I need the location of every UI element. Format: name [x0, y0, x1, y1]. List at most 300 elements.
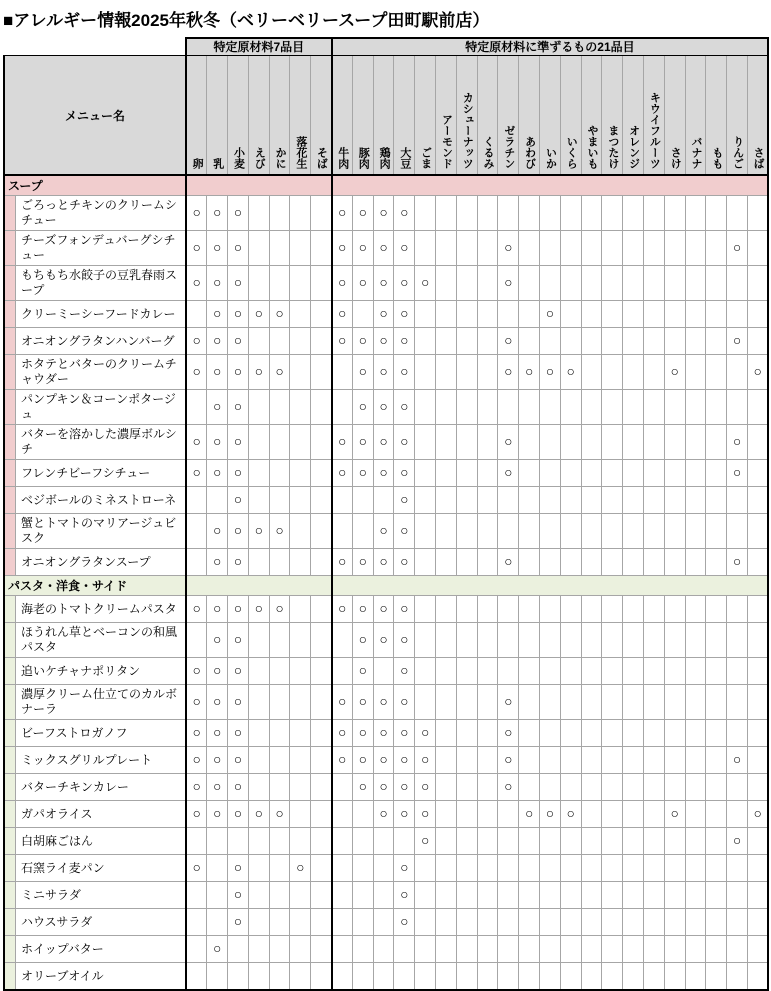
menu-name-cell [4, 231, 186, 266]
mark-cell [436, 936, 457, 963]
mark-cell [560, 549, 581, 576]
mark-cell [248, 828, 269, 855]
section-color-strip [5, 828, 16, 854]
mark-cell [290, 720, 311, 747]
mark-cell: ○ [394, 301, 415, 328]
table-row [4, 685, 768, 720]
mark-cell [352, 487, 373, 514]
mark-cell [623, 301, 644, 328]
menu-name-wrap [5, 936, 185, 962]
mark-cell [456, 855, 477, 882]
mark-cell [727, 266, 748, 301]
column-header-label: さけ [669, 147, 682, 169]
mark-cell [644, 355, 665, 390]
mark-cell [623, 658, 644, 685]
mark-cell [415, 487, 436, 514]
mark-cell: ○ [207, 936, 228, 963]
section-color-strip [5, 774, 16, 800]
mark-cell [415, 355, 436, 390]
mark-cell [498, 196, 519, 231]
mark-cell [748, 266, 769, 301]
mark-cell [581, 685, 602, 720]
menu-name-wrap [5, 231, 185, 265]
mark-cell [456, 425, 477, 460]
menu-name-wrap [5, 774, 185, 800]
mark-cell [685, 514, 706, 549]
column-header-label: 鶏肉 [378, 147, 391, 169]
mark-cell: ○ [394, 720, 415, 747]
mark-cell: ○ [394, 196, 415, 231]
mark-cell [332, 855, 353, 882]
mark-cell [540, 266, 561, 301]
column-header-そば [311, 56, 332, 176]
mark-cell [664, 774, 685, 801]
mark-cell: ○ [228, 328, 249, 355]
mark-cell [644, 963, 665, 991]
mark-cell [477, 514, 498, 549]
mark-cell [311, 328, 332, 355]
mark-cell [415, 196, 436, 231]
menu-name-label: オリーブオイル [21, 968, 104, 983]
mark-cell [727, 355, 748, 390]
mark-cell [311, 828, 332, 855]
mark-cell [685, 301, 706, 328]
mark-cell: ○ [228, 266, 249, 301]
mark-cell [332, 355, 353, 390]
mark-cell [706, 828, 727, 855]
mark-cell [560, 882, 581, 909]
mark-cell: ○ [394, 328, 415, 355]
mark-cell [685, 720, 706, 747]
section-color-strip [5, 301, 16, 327]
mark-cell [436, 328, 457, 355]
mark-cell: ○ [207, 747, 228, 774]
menu-name-wrap [5, 747, 185, 773]
group7-header: 特定原材料7品目 [186, 38, 332, 56]
mark-cell [540, 747, 561, 774]
mark-cell [685, 855, 706, 882]
mark-cell [748, 720, 769, 747]
mark-cell [248, 747, 269, 774]
mark-cell [290, 514, 311, 549]
mark-cell [623, 774, 644, 801]
mark-cell [269, 828, 290, 855]
menu-name-label: フレンチビーフシチュー [21, 465, 151, 480]
mark-cell [477, 487, 498, 514]
mark-cell [290, 882, 311, 909]
section-color-strip [5, 390, 16, 424]
menu-name-wrap [5, 801, 185, 827]
mark-cell [581, 487, 602, 514]
mark-cell: ○ [332, 196, 353, 231]
mark-cell [269, 658, 290, 685]
mark-cell [560, 963, 581, 991]
mark-cell [748, 390, 769, 425]
mark-cell [623, 549, 644, 576]
menu-name-wrap [5, 425, 185, 459]
mark-cell [644, 658, 665, 685]
mark-cell: ○ [207, 623, 228, 658]
mark-cell: ○ [332, 328, 353, 355]
mark-cell [311, 514, 332, 549]
mark-cell [352, 301, 373, 328]
section-band-21 [332, 576, 769, 596]
mark-cell [269, 328, 290, 355]
mark-cell [248, 685, 269, 720]
mark-cell [269, 231, 290, 266]
mark-cell [602, 909, 623, 936]
mark-cell [560, 720, 581, 747]
mark-cell [436, 909, 457, 936]
mark-cell [415, 514, 436, 549]
mark-cell [644, 196, 665, 231]
mark-cell [540, 936, 561, 963]
mark-cell [581, 774, 602, 801]
mark-cell [602, 747, 623, 774]
mark-cell: ○ [394, 460, 415, 487]
mark-cell: ○ [394, 549, 415, 576]
mark-cell [436, 231, 457, 266]
mark-cell: ○ [228, 909, 249, 936]
mark-cell [519, 936, 540, 963]
mark-cell: ○ [352, 774, 373, 801]
mark-cell [477, 909, 498, 936]
mark-cell [248, 963, 269, 991]
menu-name-wrap [5, 909, 185, 935]
mark-cell [685, 685, 706, 720]
mark-cell: ○ [207, 514, 228, 549]
mark-cell [248, 623, 269, 658]
mark-cell [477, 685, 498, 720]
allergy-table [3, 37, 769, 991]
mark-cell [332, 882, 353, 909]
table-row [4, 909, 768, 936]
section-color-strip [5, 196, 16, 230]
mark-cell [269, 774, 290, 801]
mark-cell [332, 487, 353, 514]
column-header-さけ [664, 56, 685, 176]
mark-cell [748, 623, 769, 658]
mark-cell: ○ [248, 596, 269, 623]
mark-cell [623, 828, 644, 855]
mark-cell [748, 328, 769, 355]
mark-cell: ○ [415, 266, 436, 301]
menu-name-cell [4, 658, 186, 685]
mark-cell [581, 460, 602, 487]
column-header-label: かに [274, 147, 287, 169]
table-row [4, 720, 768, 747]
mark-cell [498, 301, 519, 328]
mark-cell: ○ [394, 747, 415, 774]
mark-cell [373, 487, 394, 514]
mark-cell [623, 514, 644, 549]
mark-cell [373, 882, 394, 909]
mark-cell: ○ [352, 747, 373, 774]
mark-cell [581, 355, 602, 390]
mark-cell: ○ [373, 623, 394, 658]
column-header-カシューナッツ [456, 56, 477, 176]
mark-cell: ○ [186, 720, 207, 747]
mark-cell: ○ [207, 328, 228, 355]
mark-cell [664, 623, 685, 658]
mark-cell: ○ [394, 487, 415, 514]
mark-cell [727, 963, 748, 991]
mark-cell [311, 266, 332, 301]
mark-cell: ○ [186, 747, 207, 774]
mark-cell: ○ [748, 801, 769, 828]
mark-cell [623, 460, 644, 487]
mark-cell: ○ [352, 623, 373, 658]
menu-name-label: チーズフォンデュバーグシチュー [21, 233, 176, 262]
top-left-spacer [4, 38, 186, 56]
mark-cell: ○ [228, 231, 249, 266]
menu-name-wrap [5, 549, 185, 575]
menu-name-label: 濃厚クリーム仕立てのカルボナーラ [21, 687, 178, 716]
mark-cell [664, 963, 685, 991]
mark-cell: ○ [352, 425, 373, 460]
mark-cell [415, 909, 436, 936]
mark-cell [644, 936, 665, 963]
mark-cell [748, 909, 769, 936]
table-row [4, 936, 768, 963]
mark-cell [727, 855, 748, 882]
mark-cell: ○ [519, 801, 540, 828]
mark-cell [332, 658, 353, 685]
column-header-りんご [727, 56, 748, 176]
mark-cell [540, 658, 561, 685]
mark-cell [644, 596, 665, 623]
menu-name-label: オニオングラタンスープ [21, 554, 151, 569]
mark-cell [248, 909, 269, 936]
mark-cell [311, 596, 332, 623]
mark-cell [290, 774, 311, 801]
menu-name-label: ミニサラダ [21, 887, 81, 902]
column-header-乳 [207, 56, 228, 176]
mark-cell: ○ [228, 801, 249, 828]
mark-cell [207, 909, 228, 936]
mark-cell [456, 936, 477, 963]
mark-cell: ○ [248, 301, 269, 328]
mark-cell [748, 936, 769, 963]
mark-cell: ○ [498, 720, 519, 747]
mark-cell [436, 196, 457, 231]
mark-cell: ○ [228, 658, 249, 685]
mark-cell [560, 909, 581, 936]
mark-cell [436, 774, 457, 801]
mark-cell [436, 685, 457, 720]
mark-cell: ○ [332, 747, 353, 774]
mark-cell: ○ [332, 720, 353, 747]
table-row [4, 623, 768, 658]
mark-cell: ○ [394, 390, 415, 425]
mark-cell [644, 549, 665, 576]
mark-cell [456, 828, 477, 855]
mark-cell [560, 231, 581, 266]
mark-cell [685, 963, 706, 991]
mark-cell: ○ [498, 231, 519, 266]
mark-cell: ○ [373, 390, 394, 425]
mark-cell [228, 828, 249, 855]
mark-cell [311, 855, 332, 882]
column-header-label: キウイフルーツ [648, 92, 661, 169]
mark-cell [519, 596, 540, 623]
mark-cell [623, 801, 644, 828]
mark-cell: ○ [186, 685, 207, 720]
mark-cell [685, 623, 706, 658]
mark-cell [540, 623, 561, 658]
mark-cell [706, 328, 727, 355]
mark-cell [685, 425, 706, 460]
menu-name-label: バターチキンカレー [21, 779, 129, 794]
section-color-strip [5, 231, 16, 265]
column-header-もも [706, 56, 727, 176]
mark-cell [352, 855, 373, 882]
mark-cell [311, 963, 332, 991]
section-color-strip [5, 623, 16, 657]
mark-cell: ○ [415, 720, 436, 747]
menu-name-label: クリーミーシーフードカレー [21, 306, 176, 321]
mark-cell: ○ [560, 801, 581, 828]
mark-cell: ○ [394, 514, 415, 549]
mark-cell [519, 882, 540, 909]
mark-cell [664, 596, 685, 623]
column-header-label: えび [253, 147, 266, 169]
mark-cell: ○ [727, 747, 748, 774]
mark-cell [269, 747, 290, 774]
mark-cell: ○ [373, 301, 394, 328]
mark-cell: ○ [373, 801, 394, 828]
mark-cell [644, 425, 665, 460]
mark-cell [685, 266, 706, 301]
menu-name-cell [4, 425, 186, 460]
mark-cell [228, 936, 249, 963]
mark-cell [456, 747, 477, 774]
mark-cell [644, 685, 665, 720]
mark-cell [540, 685, 561, 720]
menu-name-cell [4, 487, 186, 514]
mark-cell: ○ [207, 460, 228, 487]
mark-cell [623, 747, 644, 774]
mark-cell [581, 328, 602, 355]
mark-cell: ○ [228, 747, 249, 774]
mark-cell [644, 460, 665, 487]
mark-cell [332, 390, 353, 425]
mark-cell [519, 514, 540, 549]
mark-cell [436, 658, 457, 685]
table-row [4, 355, 768, 390]
column-header-落花生 [290, 56, 311, 176]
mark-cell [644, 828, 665, 855]
table-row [4, 774, 768, 801]
mark-cell: ○ [186, 801, 207, 828]
mark-cell [602, 231, 623, 266]
mark-cell: ○ [394, 801, 415, 828]
menu-name-wrap [5, 355, 185, 389]
mark-cell [477, 355, 498, 390]
mark-cell: ○ [519, 355, 540, 390]
mark-cell: ○ [540, 801, 561, 828]
menu-name-cell [4, 828, 186, 855]
menu-name-cell [4, 460, 186, 487]
mark-cell [436, 596, 457, 623]
menu-name-label: 石窯ライ麦パン [21, 860, 105, 875]
menu-name-wrap [5, 685, 185, 719]
table-row [4, 828, 768, 855]
mark-cell [560, 596, 581, 623]
mark-cell [498, 487, 519, 514]
mark-cell [456, 390, 477, 425]
mark-cell [748, 596, 769, 623]
column-header-あわび [519, 56, 540, 176]
mark-cell [748, 658, 769, 685]
mark-cell [519, 390, 540, 425]
mark-cell [581, 390, 602, 425]
mark-cell [685, 828, 706, 855]
column-header-ごま [415, 56, 436, 176]
mark-cell [248, 266, 269, 301]
mark-cell [602, 301, 623, 328]
menu-name-label: ミックスグリルプレート [21, 752, 153, 767]
mark-cell [560, 487, 581, 514]
column-header-小麦 [228, 56, 249, 176]
mark-cell: ○ [228, 390, 249, 425]
mark-cell: ○ [373, 266, 394, 301]
section-color-strip [5, 425, 16, 459]
mark-cell [560, 658, 581, 685]
mark-cell [560, 685, 581, 720]
mark-cell [290, 390, 311, 425]
mark-cell [748, 301, 769, 328]
mark-cell: ○ [352, 328, 373, 355]
menu-name-label: ごろっとチキンのクリームシチュー [21, 198, 177, 227]
mark-cell [248, 774, 269, 801]
mark-cell [332, 774, 353, 801]
mark-cell [581, 623, 602, 658]
mark-cell [248, 549, 269, 576]
section-color-strip [5, 720, 16, 746]
mark-cell [581, 196, 602, 231]
mark-cell [415, 390, 436, 425]
mark-cell [519, 747, 540, 774]
menu-name-label: ホタテとバターのクリームチャウダー [21, 357, 177, 386]
mark-cell [477, 801, 498, 828]
mark-cell [477, 882, 498, 909]
mark-cell [248, 196, 269, 231]
mark-cell [644, 747, 665, 774]
column-header-label: アーモンド [440, 114, 453, 169]
mark-cell [560, 301, 581, 328]
menu-name-cell [4, 266, 186, 301]
section-header-row [4, 576, 768, 596]
mark-cell [602, 658, 623, 685]
mark-cell: ○ [373, 747, 394, 774]
menu-name-cell [4, 801, 186, 828]
mark-cell: ○ [664, 801, 685, 828]
mark-cell: ○ [207, 266, 228, 301]
mark-cell [664, 328, 685, 355]
mark-cell [644, 328, 665, 355]
mark-cell [332, 909, 353, 936]
mark-cell [706, 301, 727, 328]
mark-cell [311, 623, 332, 658]
mark-cell [581, 658, 602, 685]
mark-cell [602, 623, 623, 658]
mark-cell [748, 425, 769, 460]
mark-cell [685, 355, 706, 390]
mark-cell: ○ [269, 301, 290, 328]
mark-cell [644, 266, 665, 301]
mark-cell [664, 231, 685, 266]
